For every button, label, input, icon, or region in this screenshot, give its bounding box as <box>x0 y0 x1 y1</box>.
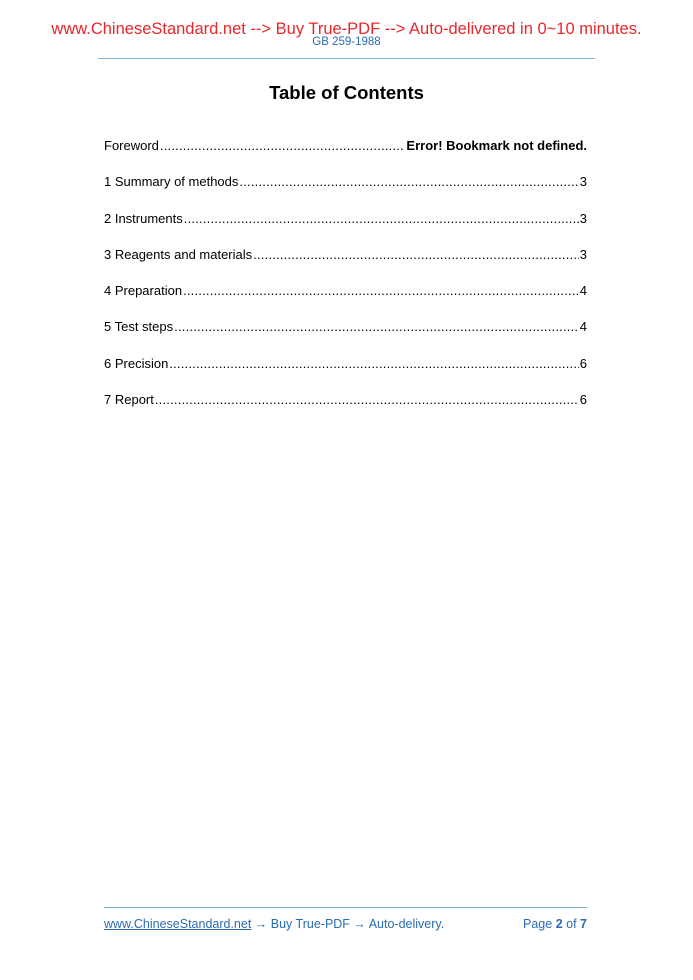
total-page-number: 7 <box>580 917 587 931</box>
toc-dot-leader <box>169 355 578 373</box>
toc-entry-label: Foreword <box>104 138 159 153</box>
toc-entry-foreword[interactable] <box>104 137 587 173</box>
top-banner[interactable]: www.ChineseStandard.net --> Buy True-PDF --> Auto-delivered in 0~10 minutes. <box>51 20 642 38</box>
toc-entry-label: 2 Instruments <box>104 210 183 226</box>
toc-entry-label: 7 Report <box>104 392 154 408</box>
toc-entry-page: 4 <box>579 283 587 299</box>
footer-promo <box>104 916 444 932</box>
header-divider <box>98 58 595 59</box>
toc-dot-leader <box>183 282 579 300</box>
current-page-number: 2 <box>555 917 563 931</box>
toc-dot-leader <box>253 246 579 264</box>
footer-site-link[interactable]: www.ChineseStandard.net <box>104 917 252 931</box>
page-indicator <box>523 916 587 932</box>
toc-entry-report[interactable] <box>104 391 587 427</box>
toc-title: Table of Contents <box>269 82 424 103</box>
toc-dot-leader <box>160 137 406 155</box>
table-of-contents <box>104 137 587 427</box>
toc-entry-label: 1 Summary of methods <box>104 174 239 190</box>
page-word: Page <box>523 917 553 931</box>
toc-entry-page: 3 <box>579 174 587 190</box>
of-word: of <box>566 917 577 931</box>
toc-entry-label: 6 Precision <box>104 355 169 371</box>
toc-entry-test-steps[interactable] <box>104 318 587 354</box>
toc-entry-summary-of-methods[interactable] <box>104 173 587 209</box>
toc-entry-precision[interactable] <box>104 355 587 391</box>
toc-entry-reagents-and-materials[interactable] <box>104 246 587 282</box>
toc-entry-page: 3 <box>579 246 587 262</box>
toc-dot-leader <box>174 318 579 336</box>
toc-entry-page: 6 <box>579 355 587 371</box>
toc-entry-label: 5 Test steps <box>104 319 174 335</box>
toc-entry-page: 6 <box>579 392 587 408</box>
toc-entry-label: 3 Reagents and materials <box>104 246 253 262</box>
standard-code: GB 259-1988 <box>312 36 381 48</box>
toc-dot-leader <box>155 391 579 409</box>
toc-entry-page: 3 <box>579 210 587 226</box>
toc-dot-leader <box>184 210 579 228</box>
toc-entry-instruments[interactable] <box>104 210 587 246</box>
toc-dot-leader <box>239 173 578 191</box>
footer-promo-text: → Buy True-PDF → Auto-delivery. <box>251 917 445 931</box>
toc-entry-page-error: Error! Bookmark not defined. <box>406 138 587 153</box>
toc-entry-label: 4 Preparation <box>104 283 183 299</box>
toc-entry-preparation[interactable] <box>104 282 587 318</box>
toc-entry-page: 4 <box>579 319 587 335</box>
footer-divider <box>104 907 587 908</box>
